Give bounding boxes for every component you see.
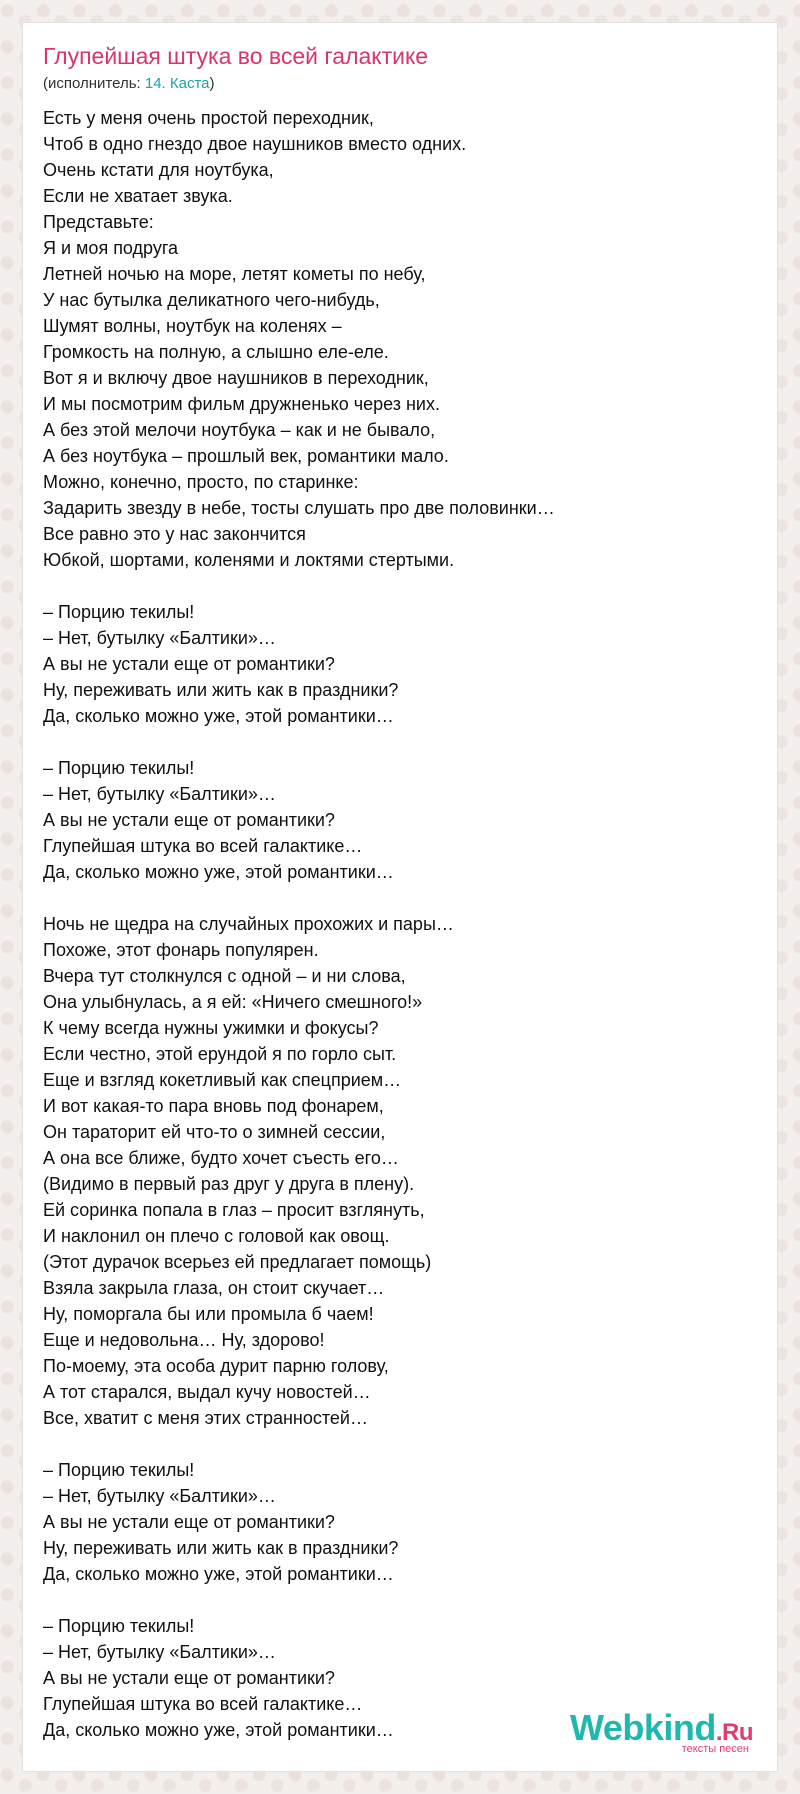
lyrics-line: Глупейшая штука во всей галактике… — [43, 836, 363, 856]
lyrics-line: Очень кстати для ноутбука, — [43, 160, 274, 180]
logo-name: Webkind — [569, 1707, 716, 1748]
lyrics-line: По-моему, эта особа дурит парню голову, — [43, 1356, 389, 1376]
lyrics-line: Можно, конечно, просто, по старинке: — [43, 472, 359, 492]
performer-prefix: (исполнитель: — [43, 75, 145, 92]
lyrics-line: – Нет, бутылку «Балтики»… — [43, 1642, 276, 1662]
lyrics-line: А вы не устали еще от романтики? — [43, 1668, 335, 1688]
lyrics-line: Ну, поморгала бы или промыла б чаем! — [43, 1304, 374, 1324]
lyrics-line: Все, хватит с меня этих странностей… — [43, 1408, 368, 1428]
lyrics-stanza — [43, 755, 759, 885]
lyrics-line: Еще и взгляд кокетливый как спецприем… — [43, 1070, 402, 1090]
lyrics-line: Представьте: — [43, 212, 154, 232]
site-logo[interactable] — [570, 1707, 753, 1755]
lyrics-line: Да, сколько можно уже, этой романтики… — [43, 1564, 394, 1584]
lyrics-line: – Нет, бутылку «Балтики»… — [43, 784, 276, 804]
lyrics-stanza — [43, 1457, 759, 1587]
lyrics-line: Да, сколько можно уже, этой романтики… — [43, 862, 394, 882]
lyrics-line: – Нет, бутылку «Балтики»… — [43, 1486, 276, 1506]
lyrics-line: У нас бутылка деликатного чего-нибудь, — [43, 290, 380, 310]
lyrics-card — [22, 22, 778, 1772]
lyrics-line: Если не хватает звука. — [43, 186, 233, 206]
lyrics-line: – Порцию текилы! — [43, 758, 195, 778]
lyrics-line: – Порцию текилы! — [43, 1616, 195, 1636]
lyrics-line: Да, сколько можно уже, этой романтики… — [43, 706, 394, 726]
lyrics-line: Чтоб в одно гнездо двое наушников вместо одних. — [43, 134, 467, 154]
performer-suffix: ) — [209, 75, 215, 92]
logo-domain: .Ru — [715, 1719, 753, 1746]
lyrics-line: Ну, переживать или жить как в праздники? — [43, 1538, 399, 1558]
lyrics-line: А она все ближе, будто хочет съесть его… — [43, 1148, 399, 1168]
lyrics-line: А вы не устали еще от романтики? — [43, 1512, 335, 1532]
lyrics-line: (Этот дурачок всерьез ей предлагает помощь) — [43, 1252, 432, 1272]
lyrics-text — [43, 105, 759, 1769]
lyrics-line: Ну, переживать или жить как в праздники? — [43, 680, 399, 700]
lyrics-line: Да, сколько можно уже, этой романтики… — [43, 1720, 394, 1740]
lyrics-stanza — [43, 911, 759, 1431]
lyrics-stanza — [43, 105, 759, 573]
lyrics-line: А вы не устали еще от романтики? — [43, 810, 335, 830]
lyrics-line: А без этой мелочи ноутбука – как и не бывало, — [43, 420, 436, 440]
lyrics-line: Летней ночью на море, летят кометы по небу, — [43, 264, 426, 284]
lyrics-line: Она улыбнулась, а я ей: «Ничего смешного!» — [43, 992, 423, 1012]
lyrics-line: Юбкой, шортами, коленями и локтями стертыми. — [43, 550, 455, 570]
lyrics-line: Вчера тут столкнулся с одной – и ни слова, — [43, 966, 406, 986]
lyrics-stanza — [43, 599, 759, 729]
lyrics-line: – Порцию текилы! — [43, 602, 195, 622]
lyrics-line: Глупейшая штука во всей галактике… — [43, 1694, 363, 1714]
lyrics-line: (Видимо в первый раз друг у друга в плену). — [43, 1174, 415, 1194]
lyrics-line: К чему всегда нужны ужимки и фокусы? — [43, 1018, 379, 1038]
lyrics-line: Ночь не щедра на случайных прохожих и пары… — [43, 914, 454, 934]
performer-line — [43, 75, 215, 92]
lyrics-line: А без ноутбука – прошлый век, романтики мало. — [43, 446, 449, 466]
lyrics-line: Шумят волны, ноутбук на коленях – — [43, 316, 342, 336]
lyrics-line: Я и моя подруга — [43, 238, 179, 258]
lyrics-line: Есть у меня очень простой переходник, — [43, 108, 374, 128]
lyrics-line: Все равно это у нас закончится — [43, 524, 306, 544]
lyrics-line: Похоже, этот фонарь популярен. — [43, 940, 319, 960]
lyrics-line: Если честно, этой ерундой я по горло сыт. — [43, 1044, 397, 1064]
lyrics-line: И вот какая-то пара вновь под фонарем, — [43, 1096, 384, 1116]
performer-link[interactable]: 14. Каста — [144, 75, 210, 92]
lyrics-line: Вот я и включу двое наушников в переходник, — [43, 368, 429, 388]
lyrics-line: Взяла закрыла глаза, он стоит скучает… — [43, 1278, 385, 1298]
lyrics-line: И наклонил он плечо с головой как овощ. — [43, 1226, 390, 1246]
lyrics-line: Громкость на полную, а слышно еле-еле. — [43, 342, 389, 362]
lyrics-line: Он тараторит ей что-то о зимней сессии, — [43, 1122, 386, 1142]
lyrics-line: А вы не устали еще от романтики? — [43, 654, 335, 674]
lyrics-line: И мы посмотрим фильм дружненько через них. — [43, 394, 440, 414]
lyrics-line: – Порцию текилы! — [43, 1460, 195, 1480]
page-title: Глупейшая штука во всей галактике — [43, 43, 429, 69]
lyrics-line: – Нет, бутылку «Балтики»… — [43, 628, 276, 648]
lyrics-line: Еще и недовольна… Ну, здорово! — [43, 1330, 325, 1350]
lyrics-line: А тот старался, выдал кучу новостей… — [43, 1382, 371, 1402]
lyrics-line: Ей соринка попала в глаз – просит взглянуть, — [43, 1200, 425, 1220]
logo-tagline: тексты песен — [681, 1743, 749, 1755]
lyrics-line: Задарить звезду в небе, тосты слушать про две половинки… — [43, 498, 555, 518]
